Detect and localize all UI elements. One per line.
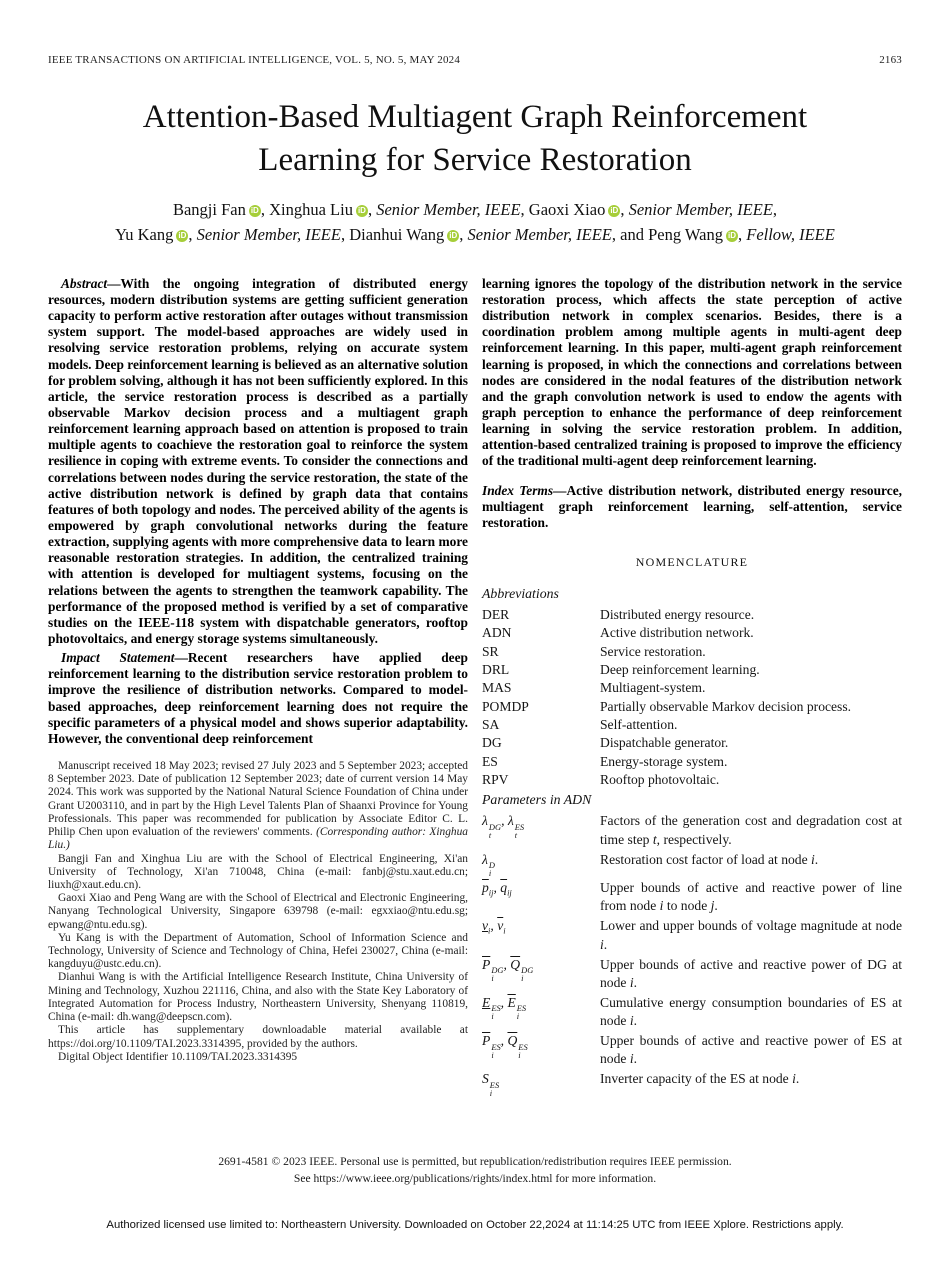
- footnote-paragraph: Dianhui Wang is with the Artificial Intelligence Research Institute, China University of Mining and Technology, Xuzhou 221116, China, and also with the State Key Laboratory of Integrated Automation for Process Industry, Northeastern University, Shenyang 110819, China (e-mail: dh.wang@deepscn.com).: [48, 971, 468, 1024]
- copyright-footer: [0, 1153, 950, 1188]
- orcid-icon[interactable]: iD: [178, 231, 187, 241]
- footnote-block: [48, 760, 468, 1064]
- abbreviation-row: [482, 698, 902, 716]
- abbreviation-term: SR: [482, 643, 499, 659]
- abbreviation-row: [482, 624, 902, 642]
- footnote-paragraph: This article has supplementary downloadable material available at https://doi.org/10.1109/TAI.2023.3314395, provided by the authors.: [48, 1024, 468, 1050]
- orcid-icon[interactable]: iD: [610, 205, 619, 215]
- abbreviation-row: [482, 734, 902, 752]
- parameter-definition: Lower and upper bounds of voltage magnitude at node i.: [600, 918, 902, 952]
- parameters-heading: Parameters in ADN: [482, 792, 592, 808]
- abbreviation-definition: Dispatchable generator.: [600, 735, 729, 751]
- abbreviation-row: [482, 753, 902, 771]
- abbreviation-definition: Deep reinforcement learning.: [600, 662, 760, 678]
- orcid-icon[interactable]: iD: [357, 205, 366, 215]
- running-head: [48, 54, 902, 66]
- parameter-symbol: λ DG t , λ ES t: [482, 813, 525, 841]
- right-column: [482, 276, 902, 1101]
- parameter-row: [482, 1032, 902, 1068]
- abbreviation-row: [482, 679, 902, 697]
- parameter-row: [482, 851, 902, 878]
- footnote-paragraph: Manuscript received 18 May 2023; revised 27 July 2023 and 5 September 2023; accepted 8 September 2023. Date of publication 12 September 2023; date of current version 14 May 2024. This work was supported by the National Natural Science Foundation of China under Grant U2003110, and in part by the High Level Talents Plan of Shaanxi Province for Young Professionals. This paper was recommended for publication by Associate Editor C. L. Philip Chen upon evaluation of the reviewers' comments. (Corresponding author: Xinghua Liu.): [48, 759, 468, 852]
- footnote-paragraph: Digital Object Identifier 10.1109/TAI.2023.3314395: [58, 1050, 298, 1063]
- parameter-symbol: $\overline{P}$ DG i , $\overline{Q}$ DG i: [482, 956, 534, 984]
- orcid-icon[interactable]: iD: [449, 231, 458, 241]
- copyright-line-2: See https://www.ieee.org/publications/rights/index.html for more information.: [293, 1172, 657, 1186]
- parameter-symbol: $v_i$, $\overline{v}_i$: [482, 918, 506, 937]
- footnote-paragraph: Yu Kang is with the Department of Automation, School of Information Science and Technology, University of Science and Technology of China, Hefei 230027, China (e-mail: kangduyu@ustc.edu.cn).: [48, 931, 468, 971]
- parameter-symbol: $\overline{p}_{ij}$, $\overline{q}_{ij}$: [482, 880, 512, 898]
- abbreviation-term: ADN: [482, 625, 512, 641]
- abbreviation-definition: Active distribution network.: [600, 625, 754, 641]
- abbreviation-term: SA: [482, 717, 500, 733]
- parameter-definition: Upper bounds of active and reactive power of DG at node i.: [600, 956, 902, 990]
- abbreviation-term: DER: [482, 607, 510, 623]
- parameter-row: [482, 994, 902, 1030]
- author-block: [0, 197, 950, 248]
- parameter-row: [482, 879, 902, 915]
- parameter-row: [482, 956, 902, 992]
- parameter-row: [482, 917, 902, 953]
- parameter-definition: Cumulative energy consumption boundaries of ES at node i.: [600, 994, 902, 1028]
- license-line: Authorized licensed use limited to: Northeastern University. Downloaded on October 22,2024 at 11:14:25 UTC from IEEE Xplore. Restrictions apply.: [106, 1219, 844, 1231]
- continuation-paragraph: learning ignores the topology of the distribution network in the service restoration process, which affects the state perception of active distribution network in complex scenarios. Besides, there is a coordination problem among multiple agents in multi-agent deep reinforcement learning. In this paper, multi-agent graph reinforcement learning is proposed, in which the connections and correlations between nodes are considered in the nodal features of the distribution network and the graph convolution network is used to endow the agents with graph perception to enhance the performance of deep reinforcement learning in solving the service restoration problem. In addition, attention-based centralized training is proposed to improve the efficiency of the traditional multi-agent deep reinforcement learning.: [482, 275, 902, 469]
- abbreviation-row: [482, 661, 902, 679]
- parameter-definition: Upper bounds of active and reactive power of ES at node i.: [600, 1032, 902, 1066]
- abbreviation-definition: Rooftop photovoltaic.: [600, 772, 720, 788]
- abbreviation-definition: Service restoration.: [600, 643, 706, 659]
- footnote-paragraph: Bangji Fan and Xinghua Liu are with the School of Electrical Engineering, Xi'an University of Technology, Xi'an 710048, China (e-mail: fanbj@stu.xaut.edu.cn; liuxh@xaut.edu.cn).: [48, 852, 468, 891]
- left-column: [48, 276, 468, 1101]
- copyright-line-1: 2691-4581 © 2023 IEEE. Personal use is permitted, but republication/redistribution requires IEEE permission.: [218, 1155, 732, 1168]
- parameter-symbol: E ES i , $\overline{E}$ ES i: [482, 994, 527, 1022]
- abbreviations-list: [482, 606, 902, 789]
- abbreviation-term: POMDP: [482, 698, 529, 714]
- journal-name: IEEE TRANSACTIONS ON ARTIFICIAL INTELLIGENCE, VOL. 5, NO. 5, MAY 2024: [48, 54, 461, 66]
- authors-line-2: Yu Kang iD , Senior Member, IEEE, Dianhui Wang iD , Senior Member, IEEE, and Peng Wang iD , Fellow, IEEE: [115, 225, 835, 245]
- abbreviation-row: [482, 771, 902, 789]
- abbreviation-row: [482, 716, 902, 734]
- two-column-body: [48, 276, 902, 1101]
- parameters-list: [482, 812, 902, 1096]
- parameter-symbol: $\overline{P}$ ES i , $\overline{Q}$ ES i: [482, 1032, 528, 1060]
- orcid-icon[interactable]: iD: [250, 205, 259, 215]
- authors-line-1: Bangji Fan iD , Xinghua Liu iD , Senior Member, IEEE, Gaoxi Xiao iD , Senior Member, IEEE,: [172, 199, 778, 219]
- parameter-definition: Restoration cost factor of load at node i.: [600, 851, 819, 867]
- abbreviation-definition: Multiagent-system.: [600, 680, 706, 696]
- orcid-icon[interactable]: iD: [727, 231, 736, 241]
- footnote-paragraph: Gaoxi Xiao and Peng Wang are with the School of Electrical and Electronic Engineering, Nanyang Technological University, Singapore 639798 (e-mail: egxxiao@ntu.edu.sg; epwang@ntu.edu.sg).: [48, 892, 468, 931]
- parameter-definition: Upper bounds of active and reactive power of line from node i to node j.: [600, 880, 902, 914]
- abbreviation-row: [482, 606, 902, 624]
- parameter-symbol: λ D i: [482, 851, 495, 879]
- nomenclature-heading: NOMENCLATURE: [635, 555, 749, 570]
- abbreviation-term: ES: [482, 753, 498, 769]
- abstract-paragraph: Abstract—With the ongoing integration of distributed energy resources, modern distribution systems are getting sufficient generation capacity to perform active restoration after outages without transmission system support. The model-based approaches are widely used in resolving service restoration problems, relying on accurate system models. Deep reinforcement learning is believed as an alternative solution for problem solving, although it has not been sufficiently explored. In this article, the service restoration process is described as a partially observable Markov decision process and a multiagent graph reinforcement learning approach based on attention is proposed to train multiple agents to coachieve the restoration goal to reinforce the system resilience in coping with extreme events. To consider the connections and correlations between nodes during the service restoration, the state of the active distribution network is defined by graph data that contains features of both topology and nodes. The perceived ability of the agents is empowered by graph convolutional networks during the feature extraction, supplying agents with more comprehensive data to learn more reasonable restoration strategies. In addition, the centralized training with attention is developed for multiagent systems, focusing on the relations between the agents to strengthen the teamwork capability. The performance of the proposed method is verified by a set of comparative studies on the IEEE-118 system with dispatchable generators, rooftop photovoltaics, and energy storage systems simultaneously.: [48, 275, 468, 646]
- abbreviation-term: RPV: [482, 772, 509, 788]
- abbreviations-heading: Abbreviations: [482, 586, 559, 602]
- abbreviation-row: [482, 643, 902, 661]
- index-terms-paragraph: Index Terms—Active distribution network, distributed energy resource, multiagent graph reinforcement learning, self-attention, service restoration.: [482, 482, 902, 530]
- page-number: 2163: [879, 54, 902, 66]
- impact-statement-paragraph: Impact Statement—Recent researchers have applied deep reinforcement learning to the distribution service restoration problem to improve the resilience of distribution networks. Compared to model-based approaches, deep reinforcement learning does not require the specific parameters of a physical model and shows superior adaptability. However, the conventional deep reinforcement: [48, 650, 468, 746]
- parameter-symbol: S ES i: [482, 1071, 500, 1098]
- abbreviation-term: DG: [482, 735, 502, 751]
- abbreviation-definition: Self-attention.: [600, 717, 678, 733]
- abbreviation-term: MAS: [482, 680, 512, 696]
- abbreviation-definition: Partially observable Markov decision process.: [600, 698, 852, 714]
- parameter-row: [482, 1070, 902, 1097]
- parameter-row: [482, 812, 902, 848]
- parameter-definition: Inverter capacity of the ES at node i.: [600, 1071, 800, 1087]
- abbreviation-term: DRL: [482, 662, 510, 678]
- paper-title: Attention-Based Multiagent Graph Reinforcement Learning for Service Restoration: [142, 99, 808, 178]
- parameter-definition: Factors of the generation cost and degradation cost at time step t, respectively.: [600, 813, 902, 847]
- abbreviation-definition: Energy-storage system.: [600, 753, 728, 769]
- abbreviation-definition: Distributed energy resource.: [600, 607, 755, 623]
